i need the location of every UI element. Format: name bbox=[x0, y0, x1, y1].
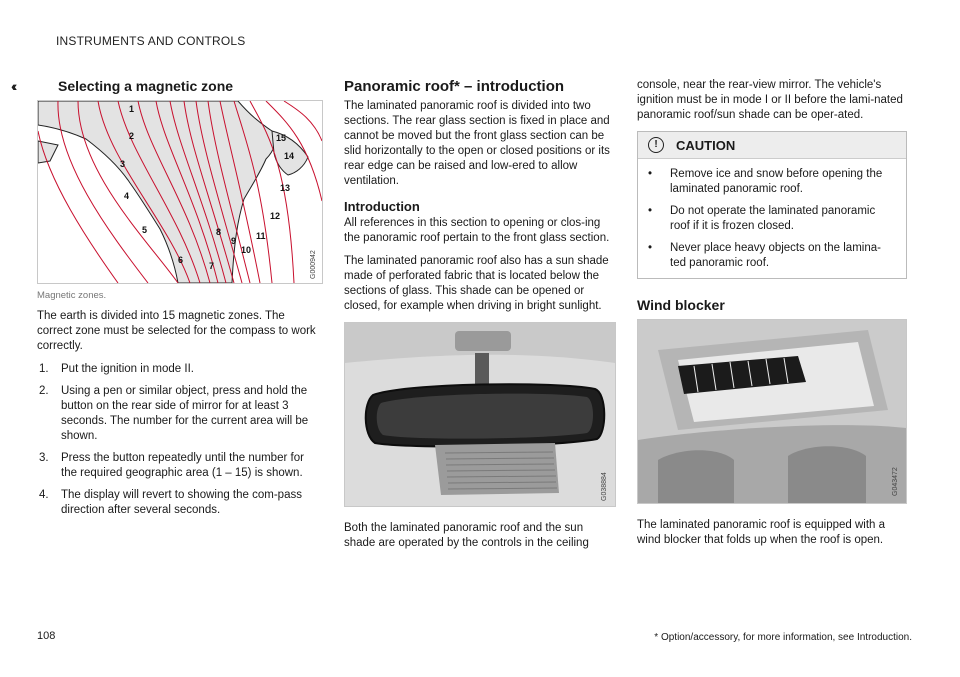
caution-item: • Remove ice and snow before opening the laminated panoramic roof. bbox=[648, 168, 883, 195]
zone-label-4: 4 bbox=[124, 191, 130, 201]
back-arrows-icon[interactable]: ‹‹ bbox=[11, 78, 15, 94]
zone-label-10: 10 bbox=[241, 245, 252, 255]
map-caption: Magnetic zones. bbox=[37, 290, 107, 301]
magnetic-zone-steps bbox=[37, 362, 323, 518]
magnetic-zones-map bbox=[37, 100, 323, 284]
map-graphic bbox=[38, 101, 322, 283]
zone-label-12: 12 bbox=[270, 211, 281, 221]
wind-blocker-title: Wind blocker bbox=[637, 297, 725, 313]
step-item: 1. Put the ignition in mode II. bbox=[39, 363, 194, 375]
zone-label-11: 11 bbox=[256, 231, 266, 241]
zone-label-2: 2 bbox=[129, 131, 135, 141]
rearview-mirror-image bbox=[344, 322, 616, 507]
operation-paragraph-continued: console, near the rear-view mirror. The vehicle's ignition must be in mode I or II before the lami-nated panoramic roof/sun shade can be oper-ated. bbox=[637, 79, 903, 121]
zone-label-7: 7 bbox=[209, 261, 215, 271]
zone-label-6: 6 bbox=[178, 255, 184, 265]
zone-label-13: 13 bbox=[280, 183, 291, 193]
wind-blocker-graphic bbox=[638, 320, 906, 503]
step-item: 3. Press the button repeatedly until the number for the required geographic area (1 – 15) is shown. bbox=[39, 452, 304, 479]
wind-blocker-text: The laminated panoramic roof is equipped with a wind blocker that folds up when the roof is open. bbox=[637, 519, 886, 546]
operation-paragraph: Both the laminated panoramic roof and the sun shade are operated by the controls in the ceiling bbox=[344, 522, 589, 549]
introduction-subtitle: Introduction bbox=[344, 199, 420, 214]
panoramic-roof-intro: The laminated panoramic roof is divided into two sections. The rear glass section is fixed in place and cannot be moved but the front glass section can be slid horizontally to the open or closed positions or its rear edge can be raised and low-ered to allow ventilation. bbox=[344, 100, 610, 187]
caution-item: • Do not operate the laminated panoramic roof if it is frozen closed. bbox=[648, 205, 876, 232]
wind-blocker-image-code: G043472 bbox=[892, 467, 899, 496]
caution-list bbox=[638, 167, 906, 271]
page-number: 108 bbox=[37, 630, 56, 642]
map-image-code: G000942 bbox=[310, 250, 317, 279]
caution-icon: ! bbox=[648, 137, 664, 153]
zone-label-9: 9 bbox=[231, 236, 237, 246]
zone-label-5: 5 bbox=[142, 225, 148, 235]
panoramic-roof-title: Panoramic roof* – introduction bbox=[344, 78, 565, 95]
step-item: 4. The display will revert to showing the com-pass direction after several seconds. bbox=[39, 489, 302, 516]
introduction-paragraph-2: The laminated panoramic roof also has a sun shade made of perforated fabric that is located below the sections of glass. This shade can be opened or closed, for example when driving in bright sunlight. bbox=[344, 255, 609, 312]
step-item: 2. Using a pen or similar object, press and hold the button on the rear side of mirror for at least 3 seconds. The number for the current area will be shown. bbox=[39, 385, 309, 442]
introduction-paragraph-1: All references in this section to opening or clos-ing the panoramic roof pertain to the front glass section. bbox=[344, 217, 610, 244]
wind-blocker-image bbox=[637, 319, 907, 504]
footnote: * Option/accessory, for more information, see Introduction. bbox=[654, 632, 912, 643]
magnetic-zone-title: Selecting a magnetic zone bbox=[58, 78, 234, 94]
section-header: INSTRUMENTS AND CONTROLS bbox=[56, 34, 246, 48]
zone-label-3: 3 bbox=[120, 159, 126, 169]
magnetic-zone-intro: The earth is divided into 15 magnetic zones. The correct zone must be selected for the compass to work correctly. bbox=[37, 310, 316, 352]
zone-label-1: 1 bbox=[129, 104, 135, 114]
caution-title: CAUTION bbox=[676, 137, 736, 153]
panoramic-roof-column bbox=[344, 78, 616, 559]
mirror-graphic bbox=[345, 323, 615, 506]
zone-label-14: 14 bbox=[284, 151, 295, 161]
mirror-image-code: G038884 bbox=[601, 472, 608, 501]
zone-label-8: 8 bbox=[216, 227, 222, 237]
roof-continued-column bbox=[637, 78, 907, 556]
magnetic-zone-title-row bbox=[11, 78, 323, 94]
caution-header bbox=[638, 132, 906, 159]
magnetic-zone-column bbox=[11, 78, 323, 525]
caution-item: • Never place heavy objects on the lamina-ted panoramic roof. bbox=[648, 242, 881, 269]
zone-label-15: 15 bbox=[276, 133, 287, 143]
caution-box bbox=[637, 131, 907, 279]
